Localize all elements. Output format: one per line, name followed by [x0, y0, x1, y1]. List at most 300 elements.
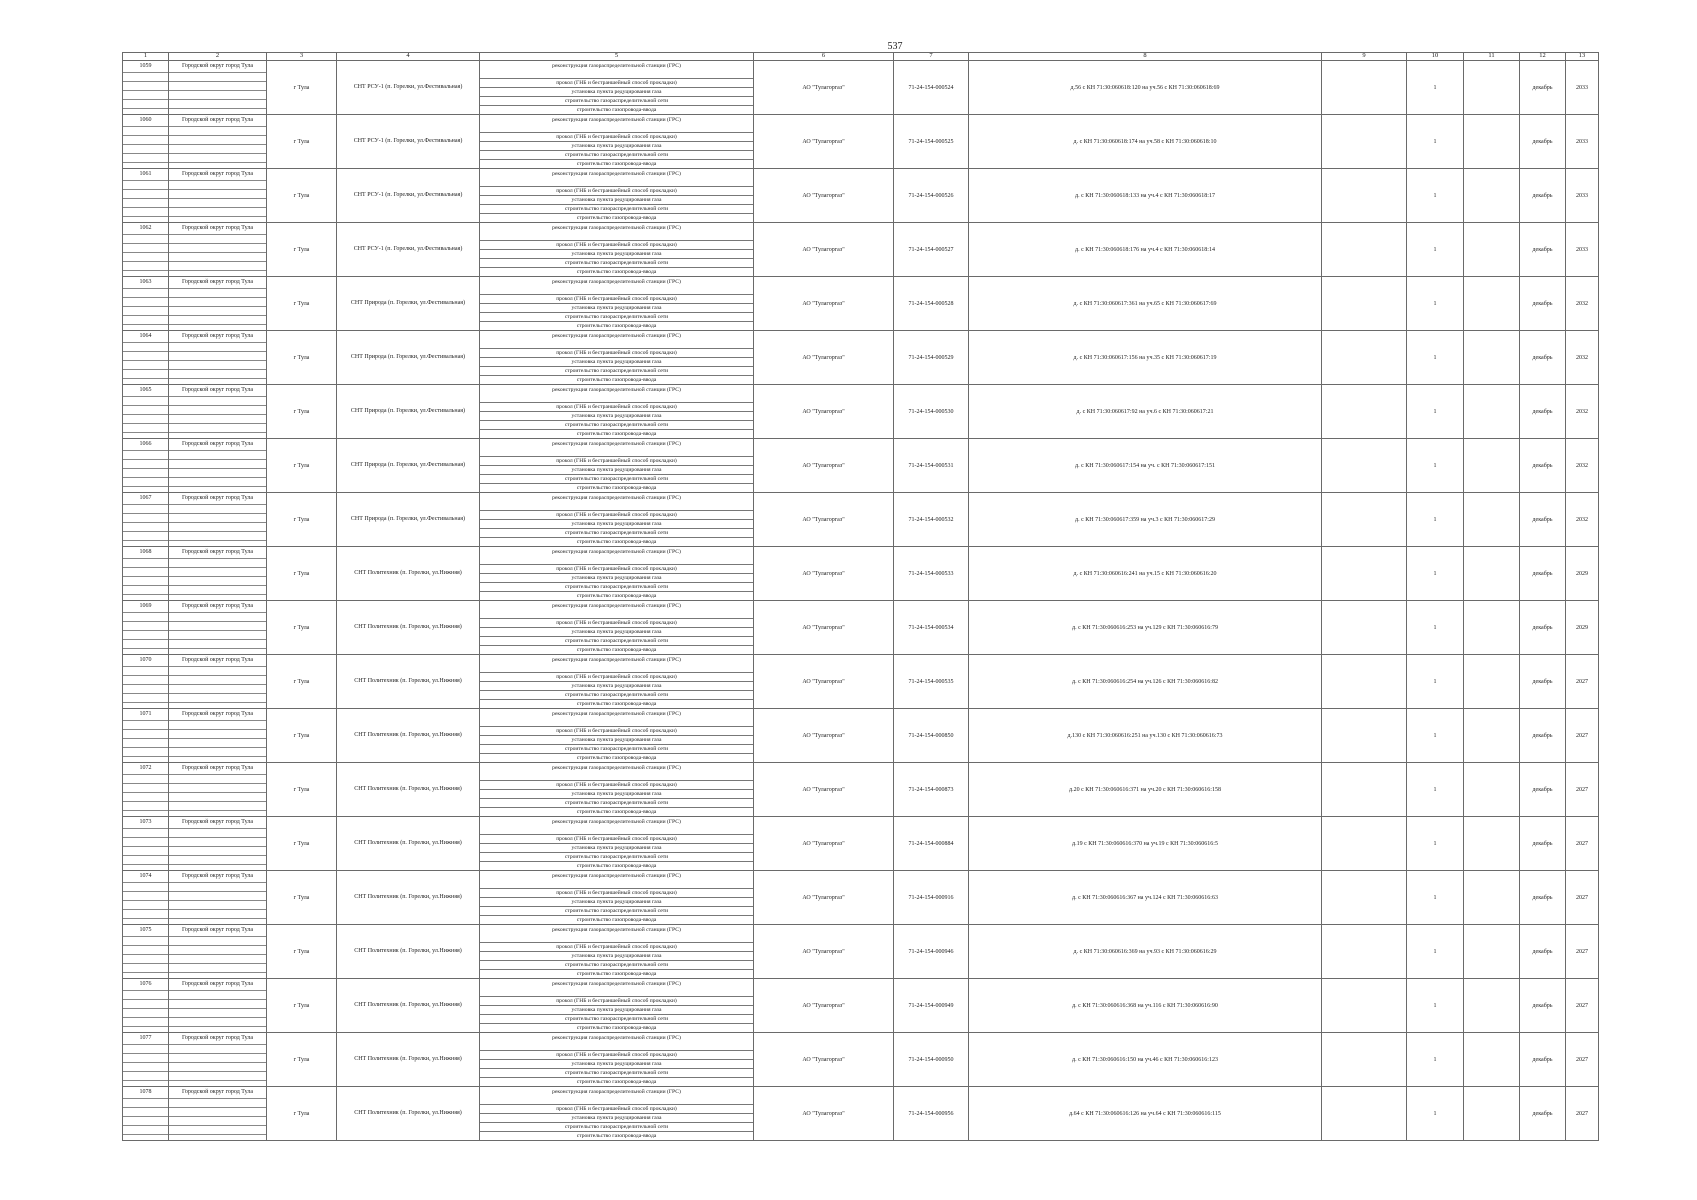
year: 2027 [1566, 655, 1599, 709]
table-row [123, 871, 1599, 925]
work-item: строительство газопровода-ввода [480, 267, 753, 277]
month: декабрь [1520, 169, 1566, 223]
organization: АО "Тулагоргаз" [754, 385, 894, 439]
object-address: д. с КН 71:30:060616:254 на уч.126 с КН 71:30:060616:82 [969, 655, 1322, 709]
month: декабрь [1520, 277, 1566, 331]
empty-cell [1464, 169, 1520, 223]
object-address: д.19 с КН 71:30:060616:370 на уч.19 с КН 71:30:060616:5 [969, 817, 1322, 871]
month: декабрь [1520, 61, 1566, 115]
city: г Тула [267, 1033, 337, 1087]
year: 2032 [1566, 385, 1599, 439]
empty-cell [1322, 709, 1407, 763]
work-items-cell [480, 979, 754, 1033]
work-item: строительство газопровода-ввода [480, 591, 753, 601]
city: г Тула [267, 871, 337, 925]
object-address: д. с КН 71:30:060616:241 на уч.15 с КН 71:30:060616:20 [969, 547, 1322, 601]
quantity: 1 [1407, 169, 1464, 223]
work-item: реконструкция газораспределительной станции (ГРС) [552, 387, 681, 393]
table-row [123, 115, 1599, 169]
organization: АО "Тулагоргаз" [754, 655, 894, 709]
empty-cell [1322, 925, 1407, 979]
settlement: СНТ Политехник (п. Горелки, ул.Нижняя) [337, 1033, 480, 1087]
work-item: строительство газопровода-ввода [480, 753, 753, 763]
work-item: строительство газораспределительной сети [480, 636, 753, 646]
work-item: прокол (ГНБ и бестраншейный способ прокладки) [480, 618, 753, 628]
empty-cell [1464, 439, 1520, 493]
municipality: Городской округ город Тула [181, 819, 254, 825]
object-address: д.56 с КН 71:30:060618:120 на уч.56 с КН 71:30:060618:69 [969, 61, 1322, 115]
work-item: установка пункта редуцирования газа [480, 1059, 753, 1069]
work-item: реконструкция газораспределительной станции (ГРС) [552, 1035, 681, 1041]
municipality: Городской округ город Тула [181, 657, 254, 663]
work-item: реконструкция газораспределительной станции (ГРС) [552, 63, 681, 69]
work-item: строительство газопровода-ввода [480, 537, 753, 547]
empty-cell [1322, 979, 1407, 1033]
city: г Тула [267, 439, 337, 493]
municipality-cell [169, 169, 267, 223]
work-items-cell [480, 817, 754, 871]
work-items-cell [480, 115, 754, 169]
row-number-cell [123, 763, 169, 817]
row-number-cell [123, 1033, 169, 1087]
month: декабрь [1520, 763, 1566, 817]
settlement: СНТ Природа (п. Горелки, ул.Фестивальная) [337, 331, 480, 385]
municipality: Городской округ город Тула [181, 765, 254, 771]
year: 2033 [1566, 223, 1599, 277]
city: г Тула [267, 601, 337, 655]
year: 2029 [1566, 547, 1599, 601]
work-item: прокол (ГНБ и бестраншейный способ прокладки) [480, 294, 753, 304]
work-item: прокол (ГНБ и бестраншейный способ прокладки) [480, 888, 753, 898]
work-item: строительство газораспределительной сети [480, 798, 753, 808]
municipality-cell [169, 61, 267, 115]
work-item: установка пункта редуцирования газа [480, 897, 753, 907]
municipality: Городской округ город Тула [181, 279, 254, 285]
work-item: установка пункта редуцирования газа [480, 303, 753, 313]
row-number-cell [123, 601, 169, 655]
settlement: СНТ Политехник (п. Горелки, ул.Нижняя) [337, 817, 480, 871]
work-items-cell [480, 655, 754, 709]
row-number-cell [123, 115, 169, 169]
empty-cell [1464, 925, 1520, 979]
quantity: 1 [1407, 223, 1464, 277]
work-item: строительство газопровода-ввода [480, 969, 753, 979]
row-number: 1059 [139, 63, 152, 69]
header-cell: 11 [1464, 53, 1520, 61]
row-number-cell [123, 61, 169, 115]
header-cell: 12 [1520, 53, 1566, 61]
work-item: строительство газопровода-ввода [480, 213, 753, 223]
work-item: реконструкция газораспределительной станции (ГРС) [552, 171, 681, 177]
work-item: строительство газораспределительной сети [480, 96, 753, 106]
municipality-cell [169, 223, 267, 277]
application-code: 71-24-154-000532 [894, 493, 969, 547]
work-items-cell [480, 223, 754, 277]
empty-cell [1322, 547, 1407, 601]
work-item: установка пункта редуцирования газа [480, 951, 753, 961]
city: г Тула [267, 115, 337, 169]
city: г Тула [267, 223, 337, 277]
quantity: 1 [1407, 601, 1464, 655]
quantity: 1 [1407, 277, 1464, 331]
month: декабрь [1520, 871, 1566, 925]
work-item: строительство газораспределительной сети [480, 366, 753, 376]
table-row [123, 601, 1599, 655]
work-item: прокол (ГНБ и бестраншейный способ прокладки) [480, 834, 753, 844]
table-row [123, 439, 1599, 493]
empty-cell [1464, 277, 1520, 331]
month: декабрь [1520, 709, 1566, 763]
work-item: реконструкция газораспределительной станции (ГРС) [552, 873, 681, 879]
settlement: СНТ РСУ-1 (п. Горелки, ул.Фестивальная) [337, 169, 480, 223]
row-number-cell [123, 871, 169, 925]
municipality-cell [169, 331, 267, 385]
empty-cell [1322, 277, 1407, 331]
work-item: строительство газопровода-ввода [480, 429, 753, 439]
work-item: строительство газораспределительной сети [480, 474, 753, 484]
object-address: д. с КН 71:30:060616:369 на уч.93 с КН 71:30:060616:29 [969, 925, 1322, 979]
empty-cell [1322, 61, 1407, 115]
settlement: СНТ Политехник (п. Горелки, ул.Нижняя) [337, 655, 480, 709]
quantity: 1 [1407, 979, 1464, 1033]
work-item: строительство газораспределительной сети [480, 1014, 753, 1024]
work-item: реконструкция газораспределительной станции (ГРС) [552, 117, 681, 123]
table-row [123, 61, 1599, 115]
work-item: установка пункта редуцирования газа [480, 627, 753, 637]
row-number: 1068 [139, 549, 152, 555]
empty-cell [1464, 331, 1520, 385]
month: декабрь [1520, 115, 1566, 169]
work-item: строительство газопровода-ввода [480, 1077, 753, 1087]
quantity: 1 [1407, 763, 1464, 817]
work-items-cell [480, 331, 754, 385]
page-number: 537 [887, 41, 903, 52]
application-code: 71-24-154-000884 [894, 817, 969, 871]
organization: АО "Тулагоргаз" [754, 709, 894, 763]
work-item: строительство газопровода-ввода [480, 321, 753, 331]
year: 2027 [1566, 925, 1599, 979]
organization: АО "Тулагоргаз" [754, 601, 894, 655]
month: декабрь [1520, 817, 1566, 871]
gasification-table [122, 52, 1599, 1141]
settlement: СНТ Природа (п. Горелки, ул.Фестивальная) [337, 439, 480, 493]
empty-cell [1464, 763, 1520, 817]
empty-cell [1464, 817, 1520, 871]
application-code: 71-24-154-000530 [894, 385, 969, 439]
object-address: д. с КН 71:30:060618:176 на уч.4 с КН 71:30:060618:14 [969, 223, 1322, 277]
organization: АО "Тулагоргаз" [754, 223, 894, 277]
municipality: Городской округ город Тула [181, 549, 254, 555]
object-address: д.64 с КН 71:30:060616:126 на уч.64 с КН 71:30:060616:115 [969, 1087, 1322, 1141]
work-item: реконструкция газораспределительной станции (ГРС) [552, 1089, 681, 1095]
work-item: установка пункта редуцирования газа [480, 249, 753, 259]
empty-cell [1464, 115, 1520, 169]
work-item: строительство газопровода-ввода [480, 1023, 753, 1033]
work-item: установка пункта редуцирования газа [480, 573, 753, 583]
application-code: 71-24-154-000873 [894, 763, 969, 817]
work-item: строительство газораспределительной сети [480, 690, 753, 700]
object-address: д. с КН 71:30:060616:253 на уч.129 с КН 71:30:060616:79 [969, 601, 1322, 655]
object-address: д. с КН 71:30:060617:92 на уч.6 с КН 71:30:060617:21 [969, 385, 1322, 439]
settlement: СНТ Политехник (п. Горелки, ул.Нижняя) [337, 1087, 480, 1141]
work-item: прокол (ГНБ и бестраншейный способ прокладки) [480, 780, 753, 790]
city: г Тула [267, 925, 337, 979]
table-row [123, 655, 1599, 709]
work-item: реконструкция газораспределительной станции (ГРС) [552, 927, 681, 933]
year: 2032 [1566, 277, 1599, 331]
work-item: строительство газопровода-ввода [480, 807, 753, 817]
work-item: реконструкция газораспределительной станции (ГРС) [552, 495, 681, 501]
organization: АО "Тулагоргаз" [754, 1087, 894, 1141]
row-number-cell [123, 1087, 169, 1141]
work-items-cell [480, 61, 754, 115]
row-number: 1062 [139, 225, 152, 231]
table-row [123, 1033, 1599, 1087]
work-item: строительство газораспределительной сети [480, 1068, 753, 1078]
row-number: 1075 [139, 927, 152, 933]
work-item: строительство газораспределительной сети [480, 906, 753, 916]
empty-cell [1464, 709, 1520, 763]
header-cell: 8 [969, 53, 1322, 61]
work-item: строительство газораспределительной сети [480, 528, 753, 538]
organization: АО "Тулагоргаз" [754, 493, 894, 547]
row-number: 1060 [139, 117, 152, 123]
work-items-cell [480, 277, 754, 331]
year: 2033 [1566, 115, 1599, 169]
year: 2027 [1566, 763, 1599, 817]
application-code: 71-24-154-000956 [894, 1087, 969, 1141]
settlement: СНТ РСУ-1 (п. Горелки, ул.Фестивальная) [337, 115, 480, 169]
object-address: д.130 с КН 71:30:060616:251 на уч.130 с КН 71:30:060616:73 [969, 709, 1322, 763]
organization: АО "Тулагоргаз" [754, 277, 894, 331]
municipality: Городской округ город Тула [181, 603, 254, 609]
work-item: строительство газораспределительной сети [480, 960, 753, 970]
municipality-cell [169, 1087, 267, 1141]
work-item: строительство газораспределительной сети [480, 312, 753, 322]
city: г Тула [267, 331, 337, 385]
table-row [123, 979, 1599, 1033]
empty-cell [1464, 655, 1520, 709]
row-number-cell [123, 385, 169, 439]
application-code: 71-24-154-000533 [894, 547, 969, 601]
city: г Тула [267, 547, 337, 601]
work-item: строительство газопровода-ввода [480, 159, 753, 169]
municipality-cell [169, 547, 267, 601]
empty-cell [1464, 61, 1520, 115]
work-item: прокол (ГНБ и бестраншейный способ прокладки) [480, 510, 753, 520]
month: декабрь [1520, 1033, 1566, 1087]
table-row [123, 1087, 1599, 1141]
municipality-cell [169, 763, 267, 817]
row-number: 1077 [139, 1035, 152, 1041]
row-number: 1065 [139, 387, 152, 393]
application-code: 71-24-154-000527 [894, 223, 969, 277]
municipality: Городской округ город Тула [181, 711, 254, 717]
work-item: прокол (ГНБ и бестраншейный способ прокладки) [480, 726, 753, 736]
work-item: реконструкция газораспределительной станции (ГРС) [552, 333, 681, 339]
work-item: строительство газопровода-ввода [480, 699, 753, 709]
row-number: 1073 [139, 819, 152, 825]
municipality-cell [169, 655, 267, 709]
municipality: Городской округ город Тула [181, 333, 254, 339]
work-item: строительство газопровода-ввода [480, 483, 753, 493]
work-item: прокол (ГНБ и бестраншейный способ прокладки) [480, 672, 753, 682]
empty-cell [1322, 763, 1407, 817]
work-item: прокол (ГНБ и бестраншейный способ прокладки) [480, 942, 753, 952]
quantity: 1 [1407, 1033, 1464, 1087]
empty-cell [1322, 1087, 1407, 1141]
quantity: 1 [1407, 493, 1464, 547]
work-item: установка пункта редуцирования газа [480, 789, 753, 799]
city: г Тула [267, 169, 337, 223]
organization: АО "Тулагоргаз" [754, 1033, 894, 1087]
work-item: реконструкция газораспределительной станции (ГРС) [552, 657, 681, 663]
municipality: Городской округ город Тула [181, 981, 254, 987]
work-item: строительство газопровода-ввода [480, 105, 753, 115]
work-item: прокол (ГНБ и бестраншейный способ прокладки) [480, 240, 753, 250]
work-items-cell [480, 547, 754, 601]
table-row [123, 547, 1599, 601]
city: г Тула [267, 61, 337, 115]
year: 2032 [1566, 439, 1599, 493]
work-item: строительство газораспределительной сети [480, 1122, 753, 1132]
month: декабрь [1520, 925, 1566, 979]
work-item: строительство газораспределительной сети [480, 582, 753, 592]
month: декабрь [1520, 439, 1566, 493]
settlement: СНТ Политехник (п. Горелки, ул.Нижняя) [337, 547, 480, 601]
header-cell: 6 [754, 53, 894, 61]
year: 2032 [1566, 331, 1599, 385]
year: 2033 [1566, 169, 1599, 223]
work-item: строительство газораспределительной сети [480, 420, 753, 430]
quantity: 1 [1407, 709, 1464, 763]
quantity: 1 [1407, 61, 1464, 115]
header-cell: 7 [894, 53, 969, 61]
work-items-cell [480, 871, 754, 925]
row-number: 1078 [139, 1089, 152, 1095]
empty-cell [1322, 115, 1407, 169]
month: декабрь [1520, 493, 1566, 547]
object-address: д. с КН 71:30:060617:359 на уч.3 с КН 71:30:060617:29 [969, 493, 1322, 547]
year: 2032 [1566, 493, 1599, 547]
application-code: 71-24-154-000528 [894, 277, 969, 331]
work-items-cell [480, 169, 754, 223]
empty-cell [1464, 493, 1520, 547]
work-item: установка пункта редуцирования газа [480, 519, 753, 529]
year: 2033 [1566, 61, 1599, 115]
header-cell: 5 [480, 53, 754, 61]
work-item: прокол (ГНБ и бестраншейный способ прокладки) [480, 402, 753, 412]
application-code: 71-24-154-000950 [894, 1033, 969, 1087]
work-item: строительство газопровода-ввода [480, 915, 753, 925]
work-item: реконструкция газораспределительной станции (ГРС) [552, 819, 681, 825]
empty-cell [1322, 871, 1407, 925]
settlement: СНТ РСУ-1 (п. Горелки, ул.Фестивальная) [337, 61, 480, 115]
work-items-cell [480, 1087, 754, 1141]
empty-cell [1464, 223, 1520, 277]
quantity: 1 [1407, 439, 1464, 493]
row-number-cell [123, 709, 169, 763]
year: 2029 [1566, 601, 1599, 655]
settlement: СНТ Природа (п. Горелки, ул.Фестивальная) [337, 385, 480, 439]
municipality: Городской округ город Тула [181, 495, 254, 501]
municipality: Городской округ город Тула [181, 225, 254, 231]
empty-cell [1464, 871, 1520, 925]
work-item: установка пункта редуцирования газа [480, 357, 753, 367]
work-item: реконструкция газораспределительной станции (ГРС) [552, 603, 681, 609]
municipality-cell [169, 277, 267, 331]
empty-cell [1322, 331, 1407, 385]
object-address: д. с КН 71:30:060618:174 на уч.58 с КН 71:30:060618:10 [969, 115, 1322, 169]
municipality: Городской округ город Тула [181, 1089, 254, 1095]
row-number: 1071 [139, 711, 152, 717]
work-item: установка пункта редуцирования газа [480, 735, 753, 745]
header-cell: 1 [123, 53, 169, 61]
row-number-cell [123, 547, 169, 601]
work-item: строительство газопровода-ввода [480, 861, 753, 871]
row-number: 1064 [139, 333, 152, 339]
settlement: СНТ Политехник (п. Горелки, ул.Нижняя) [337, 601, 480, 655]
municipality-cell [169, 1033, 267, 1087]
row-number-cell [123, 925, 169, 979]
city: г Тула [267, 817, 337, 871]
organization: АО "Тулагоргаз" [754, 817, 894, 871]
quantity: 1 [1407, 547, 1464, 601]
row-number: 1069 [139, 603, 152, 609]
application-code: 71-24-154-000526 [894, 169, 969, 223]
municipality-cell [169, 709, 267, 763]
row-number-cell [123, 277, 169, 331]
city: г Тула [267, 385, 337, 439]
table-row [123, 493, 1599, 547]
row-number: 1061 [139, 171, 152, 177]
work-item: прокол (ГНБ и бестраншейный способ прокладки) [480, 564, 753, 574]
municipality-cell [169, 493, 267, 547]
organization: АО "Тулагоргаз" [754, 169, 894, 223]
application-code: 71-24-154-000949 [894, 979, 969, 1033]
year: 2027 [1566, 1033, 1599, 1087]
work-item: установка пункта редуцирования газа [480, 87, 753, 97]
header-cell: 13 [1566, 53, 1599, 61]
municipality-cell [169, 817, 267, 871]
work-item: прокол (ГНБ и бестраншейный способ прокладки) [480, 348, 753, 358]
work-item: строительство газораспределительной сети [480, 258, 753, 268]
table-row [123, 925, 1599, 979]
row-number-cell [123, 331, 169, 385]
work-item: прокол (ГНБ и бестраншейный способ прокладки) [480, 78, 753, 88]
city: г Тула [267, 655, 337, 709]
empty-cell [1464, 1087, 1520, 1141]
municipality: Городской округ город Тула [181, 63, 254, 69]
work-item: реконструкция газораспределительной станции (ГРС) [552, 765, 681, 771]
work-item: установка пункта редуцирования газа [480, 843, 753, 853]
year: 2027 [1566, 1087, 1599, 1141]
municipality: Городской округ город Тула [181, 441, 254, 447]
settlement: СНТ Политехник (п. Горелки, ул.Нижняя) [337, 925, 480, 979]
municipality: Городской округ город Тула [181, 171, 254, 177]
municipality-cell [169, 925, 267, 979]
month: декабрь [1520, 601, 1566, 655]
application-code: 71-24-154-000535 [894, 655, 969, 709]
municipality: Городской округ город Тула [181, 873, 254, 879]
municipality: Городской округ город Тула [181, 387, 254, 393]
work-items-cell [480, 601, 754, 655]
work-items-cell [480, 763, 754, 817]
municipality: Городской округ город Тула [181, 117, 254, 123]
object-address: д. с КН 71:30:060617:361 на уч.65 с КН 71:30:060617:69 [969, 277, 1322, 331]
quantity: 1 [1407, 385, 1464, 439]
settlement: СНТ Политехник (п. Горелки, ул.Нижняя) [337, 709, 480, 763]
